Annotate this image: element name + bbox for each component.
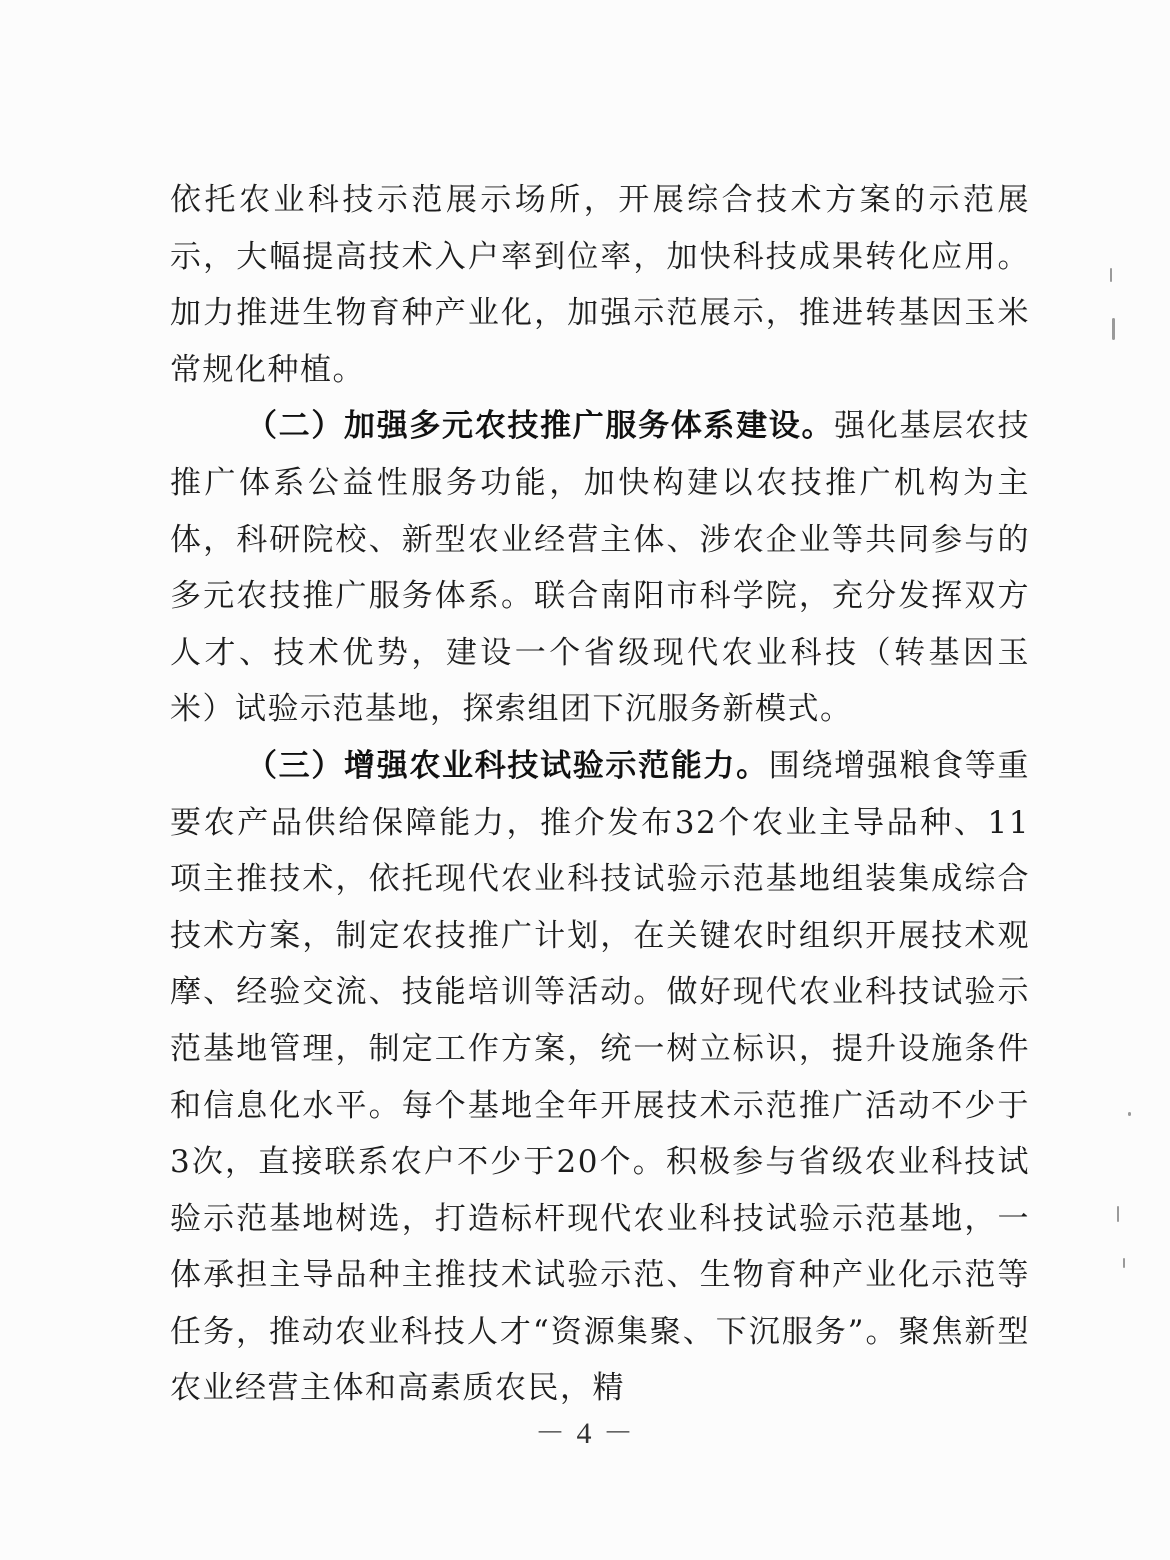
scan-speck: [1128, 1112, 1131, 1116]
scan-speck: [1123, 1258, 1125, 1268]
scan-speck: [1117, 1206, 1119, 1222]
page-number: － 4 －: [535, 1417, 635, 1450]
paragraph-3-body: 围绕增强粮食等重要农产品供给保障能力，推介发布32个农业主导品种、11项主推技术，依托现代农业科技试验示范基地组装集成综合技术方案，制定农技推广计划，在关键农时组织开展技术观摩、经验交流、技能培训等活动。做好现代农业科技试验示范基地管理，制定工作方案，统一树立标识，提升设施条件和信息化水平。每个基地全年开展技术示范推广活动不少于3次，直接联系农户不少于20个。积极参与省级农业科技试验示范基地树选，打造标杆现代农业科技试验示范基地，一体承担主导品种主推技术试验示范、生物育种产业化示范等任务，推动农业科技人才“资源集聚、下沉服务”。聚焦新型农业经营主体和高素质农民，精: [170, 747, 1030, 1407]
paragraph-1-body: 依托农业科技示范展示场所，开展综合技术方案的示范展示，大幅提高技术入户率到位率，加快科技成果转化应用。加力推进生物育种产业化，加强示范展示，推进转基因玉米常规化种植。: [170, 182, 1030, 388]
body-text: [170, 172, 1030, 1417]
scan-speck: [1112, 318, 1115, 340]
paragraph-2: [170, 398, 1030, 738]
scan-speck: [1110, 268, 1112, 282]
paragraph-3: [170, 738, 1030, 1417]
section-heading-2: （二）加强多元农技推广服务体系建设。: [246, 408, 835, 445]
paragraph-1: [170, 172, 1030, 398]
section-heading-3: （三）增强农业科技试验示范能力。: [246, 747, 769, 784]
paragraph-2-body: 强化基层农技推广体系公益性服务功能，加快构建以农技推广机构为主体，科研院校、新型农业经营主体、涉农企业等共同参与的多元农技推广服务体系。联合南阳市科学院，充分发挥双方人才、技术优势，建设一个省级现代农业科技（转基因玉米）试验示范基地，探索组团下沉服务新模式。: [170, 408, 1031, 728]
